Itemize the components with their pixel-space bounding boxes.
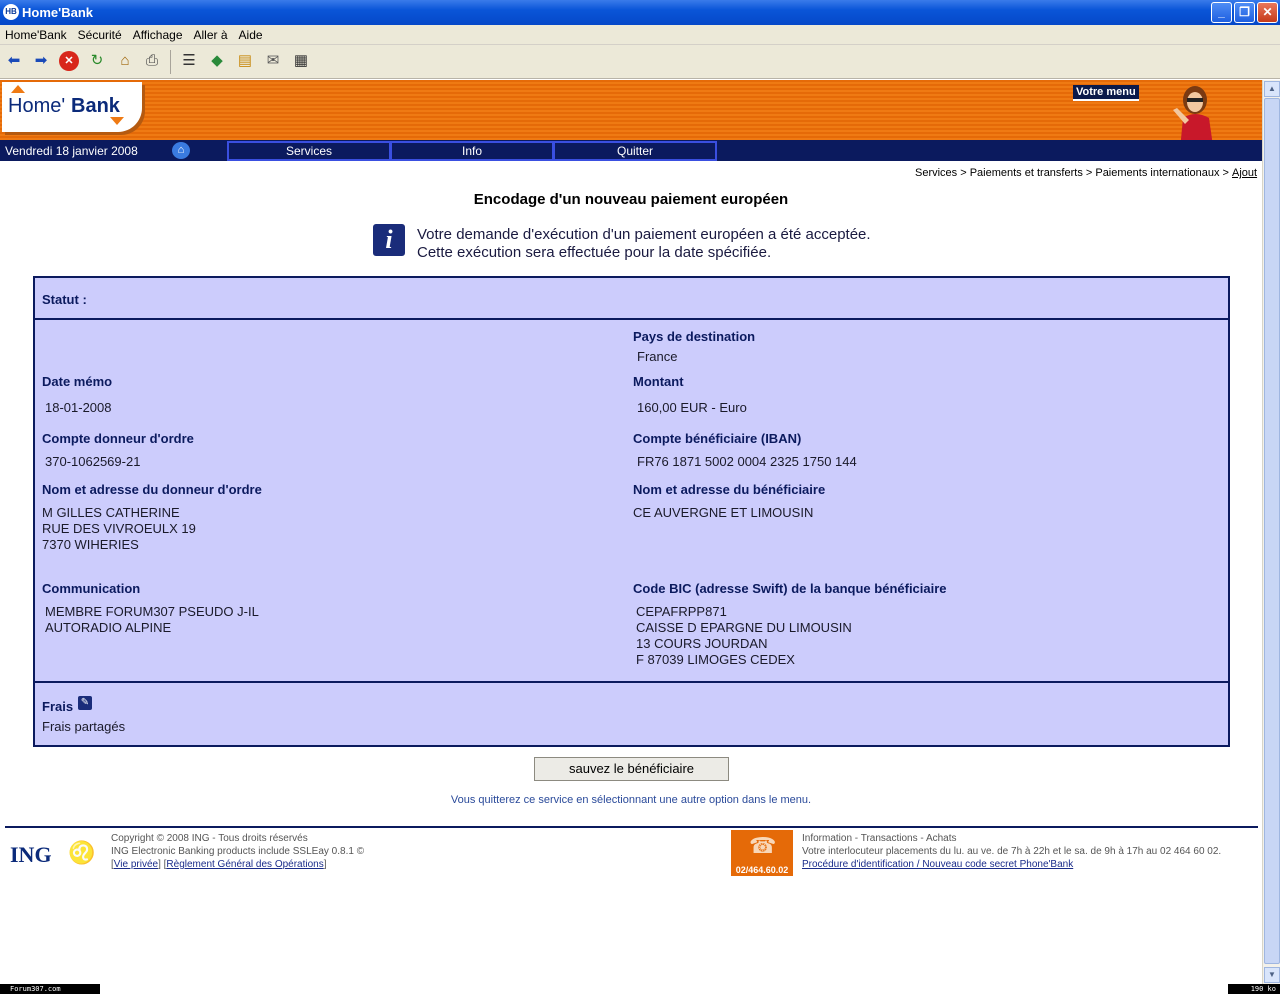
bic-line: CAISSE D EPARGNE DU LIMOUSIN — [636, 620, 852, 635]
montant-value: 160,00 EUR - Euro — [637, 400, 747, 415]
phone-number: 02/464.60.02 — [735, 865, 789, 875]
privacy-link[interactable]: Vie privée — [113, 859, 159, 870]
breadcrumb-ajout-link[interactable]: Ajout — [1232, 167, 1258, 179]
stop-icon[interactable]: ✕ — [59, 51, 79, 71]
nom-donneur-line: M GILLES CATHERINE — [42, 505, 180, 520]
menu-aide[interactable]: Aide — [238, 28, 263, 42]
book-icon[interactable]: ◆ — [211, 52, 223, 69]
footer-divider — [5, 826, 1258, 828]
toolbar-separator — [170, 50, 171, 74]
logo-top-triangle-icon — [11, 85, 25, 93]
frais-edit-icon[interactable]: ✎ — [78, 696, 92, 710]
info-message-line1: Votre demande d'exécution d'un paiement européen a été acceptée. — [417, 226, 871, 243]
nom-donneur-line: 7370 WIHERIES — [42, 537, 139, 552]
scroll-up-icon[interactable]: ▲ — [1264, 81, 1280, 97]
phonebank-procedure-link[interactable]: Procédure d'identification / Nouveau code secret Phone'Bank — [802, 859, 1074, 870]
pays-label: Pays de destination — [633, 329, 756, 344]
montant-label: Montant — [633, 374, 684, 389]
bic-line: 13 COURS JOURDAN — [636, 636, 768, 651]
scroll-down-icon[interactable]: ▼ — [1264, 967, 1280, 983]
communication-line: AUTORADIO ALPINE — [45, 620, 172, 635]
vertical-scrollbar[interactable] — [1262, 80, 1280, 984]
save-beneficiary-button[interactable]: sauvez le bénéficiaire — [534, 757, 729, 781]
print-icon[interactable]: ⎙ — [145, 52, 158, 69]
communication-line: MEMBRE FORUM307 PSEUDO J-IL — [45, 604, 259, 619]
form-icon[interactable]: ▦ — [293, 52, 309, 69]
nav-quitter[interactable]: Quitter — [553, 141, 717, 161]
footer-copyright: Copyright © 2008 ING - Tous droits réservés — [111, 833, 308, 844]
footer-links: [Vie privée] [Règlement Général des Opérations] — [111, 859, 327, 870]
menu-homebank[interactable]: Home'Bank — [5, 28, 67, 42]
bic-value — [636, 604, 852, 668]
nom-donneur-line: RUE DES VIVROEULX 19 — [42, 521, 196, 536]
menu-securite[interactable]: Sécurité — [77, 28, 122, 42]
card-icon[interactable]: ▤ — [237, 52, 253, 69]
ing-logo: ING — [10, 842, 52, 867]
nav-services[interactable]: Services — [227, 141, 391, 161]
toolbar — [0, 45, 1280, 79]
minimize-icon[interactable]: _ — [1211, 2, 1232, 23]
menu-affichage[interactable]: Affichage — [132, 28, 183, 42]
compte-donneur-label: Compte donneur d'ordre — [42, 431, 194, 446]
communication-label: Communication — [42, 581, 141, 596]
nav-bar — [0, 140, 1262, 161]
breadcrumb-path[interactable]: Services > Paiements et transferts > Paiements internationaux > — [915, 167, 1229, 179]
nav-info[interactable]: Info — [390, 141, 554, 161]
web-page — [0, 80, 1262, 984]
nom-donneur-address — [42, 505, 196, 553]
window-title: Home'Bank — [22, 5, 93, 20]
status-bar — [0, 984, 1280, 994]
menu-bar — [0, 25, 1280, 45]
pays-value: France — [637, 349, 678, 364]
home-icon[interactable]: ⌂ — [172, 142, 190, 159]
exit-hint: Vous quitterez ce service en sélectionnant une autre option dans le menu. — [450, 794, 812, 806]
current-date: Vendredi 18 janvier 2008 — [5, 144, 138, 158]
footer-info — [802, 832, 1221, 871]
back-arrow-icon[interactable]: ⬅ — [7, 52, 21, 69]
reglement-link[interactable]: Règlement Général des Opérations — [166, 859, 324, 870]
compte-donneur-value: 370-1062569-21 — [45, 454, 141, 469]
footer-ssl: ING Electronic Banking products include SSLEay 0.8.1 © — [111, 846, 365, 857]
close-icon[interactable]: ✕ — [1257, 2, 1278, 23]
date-memo-label: Date mémo — [42, 374, 113, 389]
compte-beneficiaire-label: Compte bénéficiaire (IBAN) — [633, 431, 802, 446]
compte-beneficiaire-value: FR76 1871 5002 0004 2325 1750 144 — [637, 454, 857, 469]
app-logo-icon: HB — [3, 4, 19, 20]
home-icon[interactable]: ⌂ — [120, 52, 130, 69]
footer-legal — [111, 832, 364, 871]
votre-menu-link[interactable]: Votre menu — [1073, 85, 1139, 101]
scroll-thumb[interactable] — [1264, 98, 1280, 964]
date-memo-value: 18-01-2008 — [45, 400, 112, 415]
bic-line: CEPAFRPP871 — [636, 604, 727, 619]
nom-beneficiaire-value: CE AUVERGNE ET LIMOUSIN — [633, 505, 814, 520]
communication-value — [45, 604, 259, 636]
statut-label: Statut : — [42, 292, 87, 307]
forward-arrow-icon[interactable]: ➡ — [34, 52, 48, 69]
menu-aller-a[interactable]: Aller à — [193, 28, 228, 42]
footer-info-title: Information - Transactions - Achats — [802, 833, 957, 844]
mail-icon[interactable]: ✉ — [266, 52, 280, 69]
frais-value: Frais partagés — [42, 719, 126, 734]
status-left: Forum307.com — [0, 984, 100, 994]
bic-line: F 87039 LIMOGES CEDEX — [636, 652, 795, 667]
bic-label: Code BIC (adresse Swift) de la banque bénéficiaire — [633, 581, 947, 596]
page-title: Encodage d'un nouveau paiement européen — [473, 191, 789, 208]
refresh-icon[interactable]: ↻ — [90, 52, 104, 69]
logo-text-home: Home' — [8, 95, 66, 117]
info-icon: i — [373, 224, 405, 256]
info-message-line2: Cette exécution sera effectuée pour la date spécifiée. — [417, 244, 772, 261]
logo-text-bank: Bank — [71, 95, 120, 117]
phone-icon: ☎ — [749, 833, 777, 858]
ing-lion-icon: ♌ — [68, 840, 96, 865]
nom-donneur-label: Nom et adresse du donneur d'ordre — [42, 482, 262, 497]
info-message — [417, 226, 871, 262]
panel-divider — [35, 681, 1228, 683]
breadcrumb — [915, 167, 1258, 179]
frais-label: Frais — [42, 699, 74, 714]
nom-beneficiaire-label: Nom et adresse du bénéficiaire — [633, 482, 826, 497]
logo-bottom-triangle-icon — [110, 117, 124, 125]
footer-info-text: Votre interlocuteur placements du lu. au ve. de 7h à 22h et le sa. de 9h à 17h au 02 464 60 02. — [802, 846, 1222, 857]
header-banner — [0, 80, 1262, 140]
list-icon[interactable]: ☰ — [182, 52, 196, 69]
phonebank-banner[interactable] — [731, 830, 793, 876]
restore-icon[interactable]: ❐ — [1234, 2, 1255, 23]
homebank-logo[interactable] — [2, 82, 142, 132]
title-bar — [0, 0, 1280, 25]
payment-details-panel — [33, 276, 1230, 747]
panel-divider — [35, 318, 1228, 320]
status-right: 190 ko — [1228, 984, 1280, 994]
